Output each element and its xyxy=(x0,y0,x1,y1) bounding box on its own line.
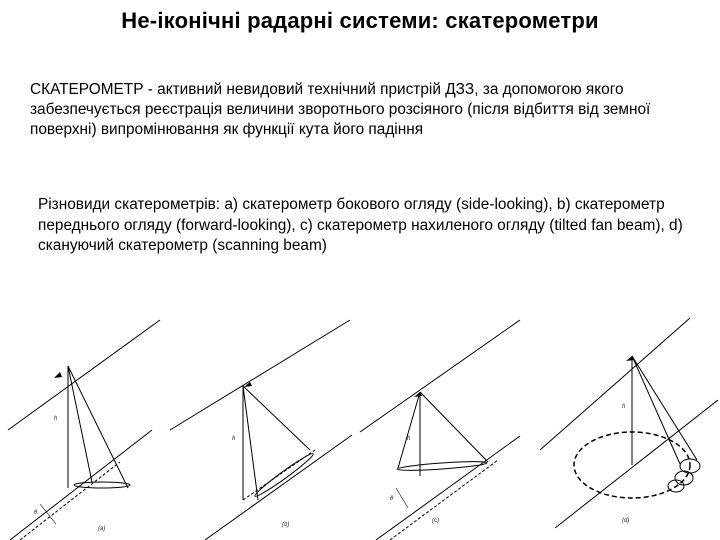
panel-d-ground-line xyxy=(555,400,718,528)
slide-title: Не-іконічні радарні системи: скатерометри xyxy=(121,8,599,33)
panel-b-ground-line-1 xyxy=(205,435,352,540)
panel-c-ground-line-2 xyxy=(390,460,498,540)
panel-b-beam-edge-2 xyxy=(243,386,310,450)
panel-b-beam-edge-1 xyxy=(243,386,258,500)
scatterometer-types: Різновиди скатерометрів: a) скатерометр бокового огляду (side-looking), b) скатерометр переднього огляду (forward-looking), c) скатерометр нахиленого огляду (tilted fan beam), d) скануючий скатерометр (scanning beam) xyxy=(38,196,683,254)
panel-c-tilted-fan-beam xyxy=(360,320,520,540)
panel-c-ground-line-1 xyxy=(376,436,520,540)
panel-c-beam-edge-2 xyxy=(420,392,488,462)
panel-a-angle-label: θ xyxy=(34,510,38,516)
panel-c-flight-line xyxy=(360,320,520,432)
panel-d-footprint-2 xyxy=(675,471,693,485)
panel-b-footprint xyxy=(253,451,315,499)
panel-c-footprint xyxy=(397,460,487,472)
panel-b-caption: (b) xyxy=(282,522,290,528)
panel-a-side-looking xyxy=(8,320,160,540)
panel-a-direction-arrow xyxy=(54,372,62,378)
panel-c-angle-label: θ xyxy=(390,496,394,502)
panel-d-caption: (d) xyxy=(622,518,630,524)
panel-a-caption: (a) xyxy=(98,526,106,532)
panel-b-forward-looking xyxy=(170,320,352,540)
panel-a-ground-line-1 xyxy=(10,430,152,540)
panel-c-height-label: h xyxy=(407,436,411,442)
panel-d-scanning-beam xyxy=(540,318,718,528)
panel-c-caption: (c) xyxy=(432,518,439,524)
panel-b-height-label: h xyxy=(232,436,236,442)
panel-a-footprint xyxy=(74,482,130,488)
panel-a-flight-line xyxy=(8,320,160,430)
panel-a-beam-edge-2 xyxy=(68,366,128,488)
panel-d-beam-edge-2 xyxy=(632,356,697,460)
panel-d-height-label: h xyxy=(622,404,626,410)
panel-d-flight-line xyxy=(540,318,690,450)
panel-a-beam-edge-1 xyxy=(68,366,92,482)
panel-a-height-label: h xyxy=(54,416,58,422)
panel-b-flight-line xyxy=(170,320,350,430)
scatterometer-definition: СКАТЕРОМЕТР - активний невидовий технічний пристрій ДЗЗ, за допомогою якого забезпечується реєстрація величини зворотнього розсіяного (після відбиття від земної поверхні) випромінювання як функції кута його падіння xyxy=(30,81,651,138)
panel-c-dimension xyxy=(396,488,408,508)
scatterometer-diagrams xyxy=(0,300,720,540)
panel-d-beam-edge-1 xyxy=(632,356,680,464)
